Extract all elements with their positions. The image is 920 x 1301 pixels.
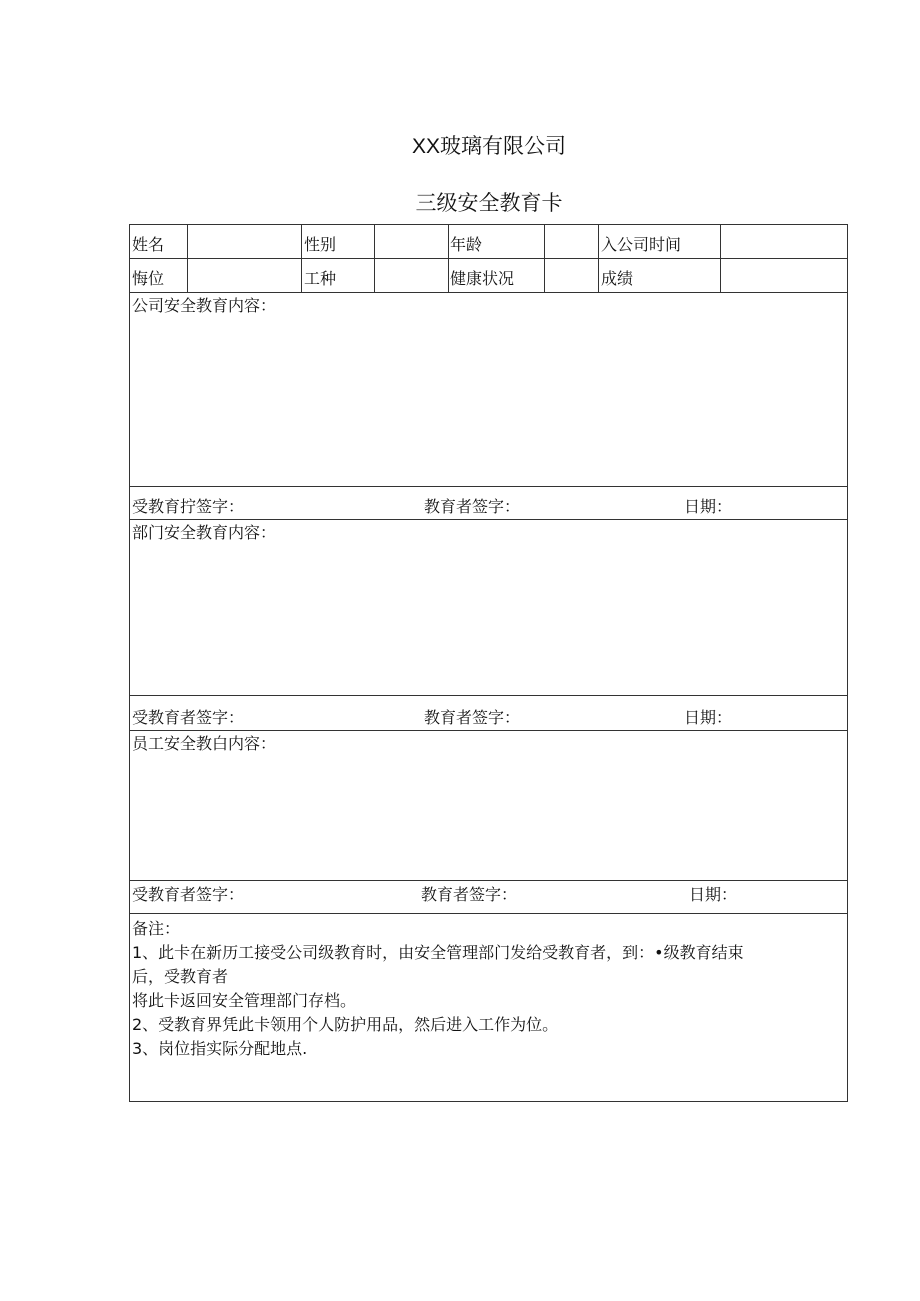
label-position: 悔位: [132, 269, 165, 288]
trainee-signature-label: 受教育拧签字：: [132, 497, 245, 516]
notes-block: [132, 917, 844, 1061]
educator-signature-label: 教育者签字：: [424, 497, 521, 516]
notes-line: 将此卡返回安全管理部门存档。: [132, 991, 357, 1010]
row-divider: [130, 519, 847, 520]
employee-education-title: 员工安全教白内容：: [132, 734, 277, 753]
label-job-type: 工种: [304, 269, 337, 288]
label-join-date: 入公司时间: [601, 235, 682, 254]
row-divider: [130, 258, 847, 259]
notes-line: 2、受教育界凭此卡领用个人防护用品，然后进入工作为位。: [132, 1015, 559, 1034]
notes-line: 后，受教育者: [132, 967, 229, 986]
education-card-form: [129, 224, 848, 1102]
column-divider: [301, 225, 302, 292]
date-label: 日期：: [689, 885, 738, 904]
label-gender: 性别: [304, 235, 337, 254]
trainee-signature-label: 受教育者签字：: [132, 885, 245, 904]
date-label: 日期：: [684, 708, 733, 727]
label-health: 健康状况: [450, 269, 515, 288]
label-score: 成绩: [601, 269, 634, 288]
company-education-title: 公司安全教育内容：: [132, 296, 277, 315]
column-divider: [544, 225, 545, 292]
label-age: 年龄: [450, 235, 483, 254]
row-divider: [130, 292, 847, 293]
row-divider: [130, 695, 847, 696]
educator-signature-label: 教育者签字：: [424, 708, 521, 727]
label-name: 姓名: [132, 235, 165, 254]
row-divider: [130, 913, 847, 914]
notes-heading: 备注：: [132, 919, 181, 938]
notes-line: 3、岗位指实际分配地点.: [132, 1039, 308, 1058]
row-divider: [130, 730, 847, 731]
educator-signature-label: 教育者签字：: [421, 885, 518, 904]
card-title: 三级安全教育卡: [415, 192, 563, 215]
column-divider: [720, 225, 721, 292]
column-divider: [598, 225, 599, 292]
date-label: 日期：: [684, 497, 733, 516]
notes-line: 1、此卡在新历工接受公司级教育时，由安全管理部门发给受教育者，到：•级教育结束: [132, 943, 744, 962]
row-divider: [130, 880, 847, 881]
trainee-signature-label: 受教育者签字：: [132, 708, 245, 727]
row-divider: [130, 486, 847, 487]
company-name: XX玻璃有限公司: [411, 135, 566, 158]
column-divider: [448, 225, 449, 292]
department-education-title: 部门安全教育内容：: [132, 523, 277, 542]
column-divider: [187, 225, 188, 292]
column-divider: [374, 225, 375, 292]
